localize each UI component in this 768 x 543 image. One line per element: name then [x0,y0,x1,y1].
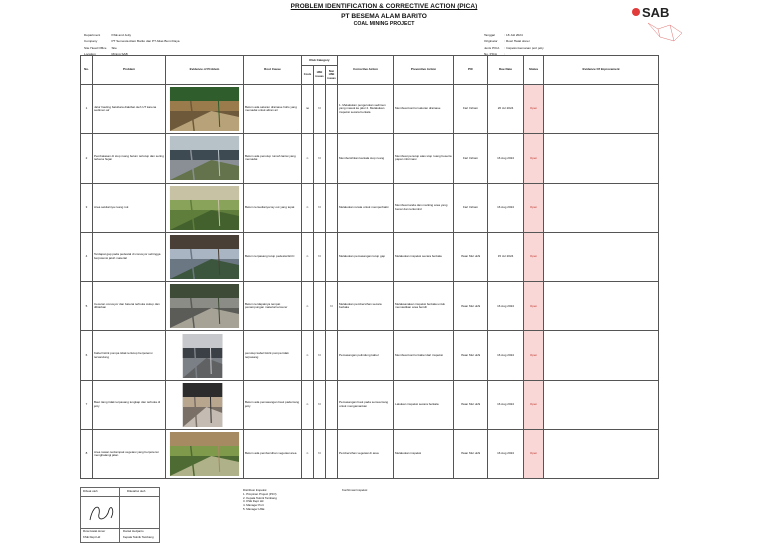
cell-no: 1 [81,85,93,134]
cell-root-cause: Belum ada pemasangan baut pada tiang jetty [244,380,302,429]
cell-hse: N [314,232,326,281]
cell-no: 4 [81,232,93,281]
col-costs: Costs [302,66,314,85]
info-right: Tanggal : 18 Juli 2024 Originator : Rowi Hatal doner Jenis PICA : Inspeksi kemanan port jetty No. PICA : [484,33,544,57]
cell-costs: n [302,183,314,232]
cell-corrective: Pemasangan baut pada semua tiang untuk mengamankan [338,380,394,429]
cell-root-cause: Belum ada saluran drainase hollo yang memadai untuk aliran air [244,85,302,134]
cell-due-date: 26 Jul 2024 [488,85,524,134]
cell-non-hse [326,331,338,380]
cell-preventive: Melaksanakan inspeksi berkala untuk memastikan area bersih [394,282,454,331]
cell-root-cause: Belum ada pembersihan vegetasi area [244,430,302,479]
cell-due-date: 16 Aug 2024 [488,183,524,232]
cell-preventive: Melakukan inspeksi [394,430,454,479]
cell-preventive: Membuat tanda dan marking area yang benar dan terkontrol [394,183,454,232]
cell-corrective: Pemasangan pelindung kabel [338,331,394,380]
table-row [81,331,659,380]
cell-due-date: 16 Aug 2024 [488,331,524,380]
cell-corrective: Melakukan rerata untuk memperbaiki [338,183,394,232]
cell-pic: Ihsan Mul ukhi [454,232,488,281]
cell-no: 3 [81,183,93,232]
cell-pic: Fari Irsham [454,183,488,232]
cell-pic: Fari Irsham [454,134,488,183]
cell-non-hse [326,134,338,183]
status-badge: Open [524,430,544,479]
checked-by-label: Diketahui oleh [127,489,146,493]
info-left: Department KSE and Jetty Company PT Semesta Alam Barito dan PT Atlas Bumi Daya Site Head Office Site Location Mining SAB [84,33,180,57]
col-due-date: Due Date [488,56,524,85]
evidence-photo [168,186,241,230]
cell-corrective: Pembersihan vegetasi di area [338,430,394,479]
status-badge: Open [524,380,544,429]
cell-due-date: 16 Aug 2024 [488,282,524,331]
cell-corrective: 1. Melakukan pengerukan sedimen yang masuk ke jalur 2. Melakukan inspeksi secara berkala [338,85,394,134]
col-status: Status [524,56,544,85]
cell-evidence-improvement [544,282,659,331]
cell-root-cause: Belum ada penutup rumah lantai yang memadai [244,134,302,183]
table-row [81,380,659,429]
cell-costs: n [302,282,314,331]
table-row [81,183,659,232]
cell-hse: N [314,183,326,232]
cell-non-hse [326,232,338,281]
signature-box [80,487,160,543]
cell-root-cause: Belum terpasang tutup pedestal ECC [244,232,302,281]
col-non-hse: Non HSE issues [326,66,338,85]
cell-evidence [166,430,244,479]
cell-evidence [166,331,244,380]
cell-preventive: Membuat kontrol saluran drainase [394,85,454,134]
cell-due-date: 16 Aug 2024 [488,430,524,479]
evidence-photo [168,284,241,328]
cell-hse: N [314,134,326,183]
cell-preventive: Melakukan inspeksi secara berkala [394,232,454,281]
cell-costs: n [302,134,314,183]
signer-name-1: Rowi Hatal doner [83,529,106,533]
col-hse: HSE issues [314,66,326,85]
cell-non-hse [326,380,338,429]
cell-hse: N [314,430,326,479]
cell-evidence-improvement [544,430,659,479]
evidence-photo [168,334,241,378]
company-name: PT BESEMA ALAM BARITO [341,13,427,20]
confirmation-notes: Konfirmasi Inspeksi: [342,488,368,492]
cell-preventive: Membuat kontrol kabel dari inspeksi [394,331,454,380]
evidence-photo [168,383,241,427]
cell-evidence [166,85,244,134]
cell-no: 7 [81,380,93,429]
cell-problem: Area rawan terdampak vegetasi yang berpotensi menghalangi jalan [93,430,166,479]
cell-preventive: Lakukan inspeksi secara berkala [394,380,454,429]
cell-pic: Ihsan Mul ukhi [454,331,488,380]
col-no: No. [81,56,93,85]
distribution-notes: Distribusi Inspeksi: 1. Pimpinan Project (PJO) 2. Kepala Teknik Tambang 3. KSE Dept Hd 4. Manager Port 5. Manager HSE [243,488,277,511]
table-row [81,282,659,331]
cell-pic: Ihsan Mul ukhi [454,282,488,331]
status-badge: Open [524,282,544,331]
cell-evidence-improvement [544,183,659,232]
cell-evidence-improvement [544,85,659,134]
table-row [81,430,659,479]
cell-due-date: 16 Aug 2024 [488,380,524,429]
cell-evidence [166,380,244,429]
cell-problem: Jalur hauling batubara diakibat oleh UT karena sedimen air [93,85,166,134]
cell-pic: Ihsan Mul ukhi [454,380,488,429]
prepared-by-label: Dibuat oleh [83,489,98,493]
col-risk-category: Risk Category [302,56,338,66]
cell-hse [314,282,326,331]
cell-hse: N [314,331,326,380]
cell-evidence-improvement [544,331,659,380]
status-badge: Open [524,232,544,281]
cell-pic: Fari Irsham [454,85,488,134]
col-problem: Problem [93,56,166,85]
col-pic: PIC [454,56,488,85]
cell-costs: n [302,331,314,380]
cell-hse: N [314,380,326,429]
evidence-photo [168,432,241,476]
cell-problem: Ceceran conveyor dan baterai terbuka cukup dan dibiarkan [93,282,166,331]
evidence-photo [168,235,241,279]
cell-no: 5 [81,282,93,331]
signature-icon [87,500,117,526]
cell-corrective: Melakukan pembersihan secara berkala [338,282,394,331]
status-badge: Open [524,134,544,183]
col-root-cause: Root Cause [244,56,302,85]
cell-non-hse [326,183,338,232]
table-row [81,134,659,183]
company-logo: SAB [630,3,690,45]
cell-evidence [166,183,244,232]
cell-no: 8 [81,430,93,479]
signer-role-2: Kepala Teknik Tambang [123,535,154,539]
table-row [81,85,659,134]
logo-mark-icon [632,8,640,16]
cell-non-hse [326,430,338,479]
status-badge: Open [524,85,544,134]
cell-corrective: Membersihkan kantala stop ruang [338,134,394,183]
cell-root-cause: penutup kabel listrik pompa tidak terpasang [244,331,302,380]
table-row [81,232,659,281]
cell-root-cause: Belum tersedianya lay out yang tepat [244,183,302,232]
cell-costs: n [302,380,314,429]
col-evidence-improvement: Evidence Of Improvement [544,56,659,85]
cell-non-hse: N [326,282,338,331]
cell-problem: Pembatasan di stop ruang belum tertutup dan sering terkena hujan [93,134,166,183]
page-title: PROBLEM IDENTIFICATION & CORRECTIVE ACTION (PICA) [290,3,478,10]
cell-costs: no [302,85,314,134]
cell-evidence-improvement [544,380,659,429]
pica-table [80,55,659,479]
status-badge: Open [524,183,544,232]
cell-pic: Ihsan Mul ukhi [454,430,488,479]
cell-due-date: 15 Jul 2024 [488,232,524,281]
col-evidence: Evidence of Problem [166,56,244,85]
cell-no: 2 [81,134,93,183]
cell-non-hse [326,85,338,134]
cell-hse: N [314,85,326,134]
signer-role-1: KSE Dept Hd [83,535,101,539]
evidence-photo [168,87,241,131]
logo-network-icon [646,19,686,43]
cell-evidence-improvement [544,232,659,281]
evidence-photo [168,136,241,180]
cell-root-cause: Belum terdapatnya tempat penampungan material tercecer [244,282,302,331]
col-preventive: Preventive Action [394,56,454,85]
cell-costs: n [302,430,314,479]
cell-problem: Kabel listrik pompa tidak tertutup berpotensi tersandung [93,331,166,380]
signer-name-2: Daniel Herijanto [123,529,144,533]
cell-evidence [166,134,244,183]
status-badge: Open [524,331,544,380]
cell-evidence [166,232,244,281]
cell-due-date: 16 Aug 2024 [488,134,524,183]
col-corrective: Corrective Action [338,56,394,85]
cell-problem: Terdapat gap pada pedestal di conveyor sehingga berpotensi jatuh material [93,232,166,281]
cell-evidence [166,282,244,331]
cell-corrective: Melakukan pemasangan tutup gap [338,232,394,281]
cell-evidence-improvement [544,134,659,183]
project-name: COAL MINING PROJECT [353,21,415,27]
cell-preventive: Membuat penutup atas stop ruang beserta papan informasi [394,134,454,183]
cell-problem: Baut tiang tidak terpasang lengkap dan terbuka di jetty [93,380,166,429]
cell-problem: Area sekitarnya ruang ruk [93,183,166,232]
cell-no: 6 [81,331,93,380]
cell-costs: n [302,232,314,281]
